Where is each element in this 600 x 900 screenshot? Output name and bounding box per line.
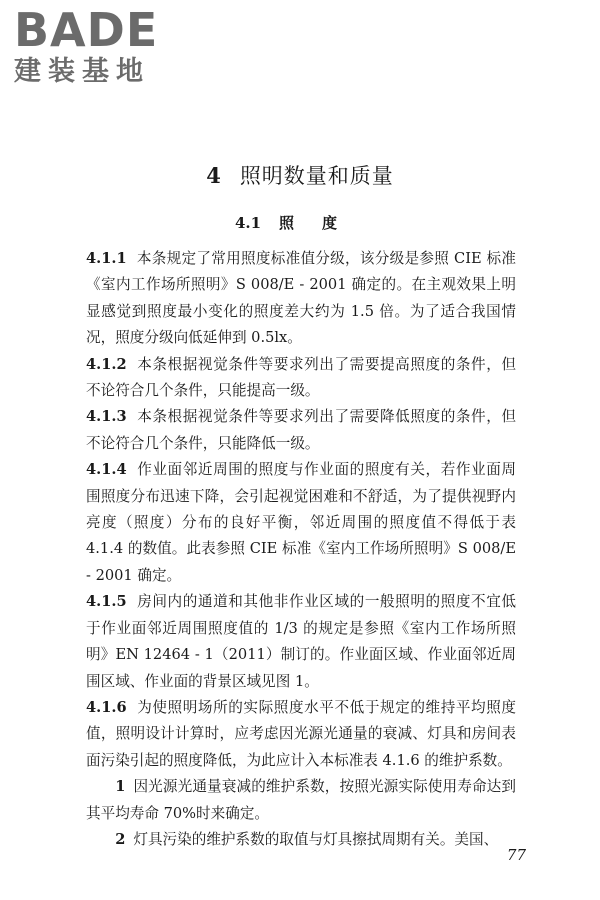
clause-paragraph	[86, 695, 516, 774]
clause-text: 本条规定了常用照度标准值分级，该分级是参照 CIE 标准《室内工作场所照明》S 008/E - 2001 确定的。在主观效果上明显感觉到照度最小变化的照度差大约为 1.5 倍。为了适合我国情况，照度分级向低延伸到 0.5lx。	[86, 250, 516, 347]
item-text: 灯具污染的维护系数的取值与灯具擦拭周期有关。美国、	[133, 830, 499, 848]
chapter-title: 照明数量和质量	[239, 164, 394, 188]
page-number: 77	[506, 846, 526, 864]
clause-number: 4.1.3	[86, 408, 127, 426]
item-text: 因光源光通量衰减的维护系数，按照光源实际使用寿命达到其平均寿命 70%时来确定。	[86, 778, 516, 822]
section-heading	[0, 212, 600, 233]
clause-paragraph	[86, 589, 516, 695]
clause-number: 4.1.1	[86, 250, 127, 267]
clause-number: 4.1.6	[86, 698, 127, 716]
clause-paragraph	[86, 404, 516, 457]
clause-paragraph	[86, 246, 516, 352]
logo-subtitle: 建装基地	[14, 56, 150, 87]
section-title: 照度	[279, 214, 366, 232]
logo	[14, 3, 184, 88]
clause-number: 4.1.5	[86, 593, 127, 611]
section-number: 4.1	[234, 214, 262, 232]
clause-paragraph	[86, 352, 516, 405]
clause-text: 本条根据视觉条件等要求列出了需要降低照度的条件，但不论符合几个条件，只能降低一级。	[86, 408, 516, 452]
item-number: 2	[115, 830, 126, 848]
clause-text: 本条根据视觉条件等要求列出了需要提高照度的条件，但不论符合几个条件，只能提高一级。	[86, 355, 516, 400]
body-text	[86, 246, 516, 853]
clause-number: 4.1.2	[86, 355, 127, 373]
logo-wordmark: BADE	[14, 3, 159, 57]
list-item	[86, 774, 516, 827]
chapter-heading	[0, 160, 600, 190]
list-item	[86, 827, 516, 853]
clause-paragraph	[86, 457, 516, 589]
clause-number: 4.1.4	[86, 461, 127, 479]
clause-text: 作业面邻近周围的照度与作业面的照度有关，若作业面周围照度分布迅速下降，会引起视觉困难和不舒适，为了提供视野内亮度（照度）分布的良好平衡，邻近周围的照度值不得低于表 4.1.4 的数值。此表参照 CIE 标准《室内工作场所照明》S 008/E - 2001 确定。	[86, 461, 516, 584]
item-number: 1	[115, 778, 126, 796]
chapter-number: 4	[206, 163, 222, 188]
clause-text: 为使照明场所的实际照度水平不低于规定的维持平均照度值，照明设计计算时，应考虑因光源光通量的衰减、灯具和房间表面污染引起的照度降低，为此应计入本标准表 4.1.6 的维护系数。	[86, 698, 516, 769]
clause-text: 房间内的通道和其他非作业区域的一般照明的照度不宜低于作业面邻近周围照度值的 1/3 的规定是参照《室内工作场所照明》EN 12464 - 1（2011）制订的。作业面区域、作业面邻近周围区域、作业面的背景区域见图 1。	[86, 593, 516, 690]
